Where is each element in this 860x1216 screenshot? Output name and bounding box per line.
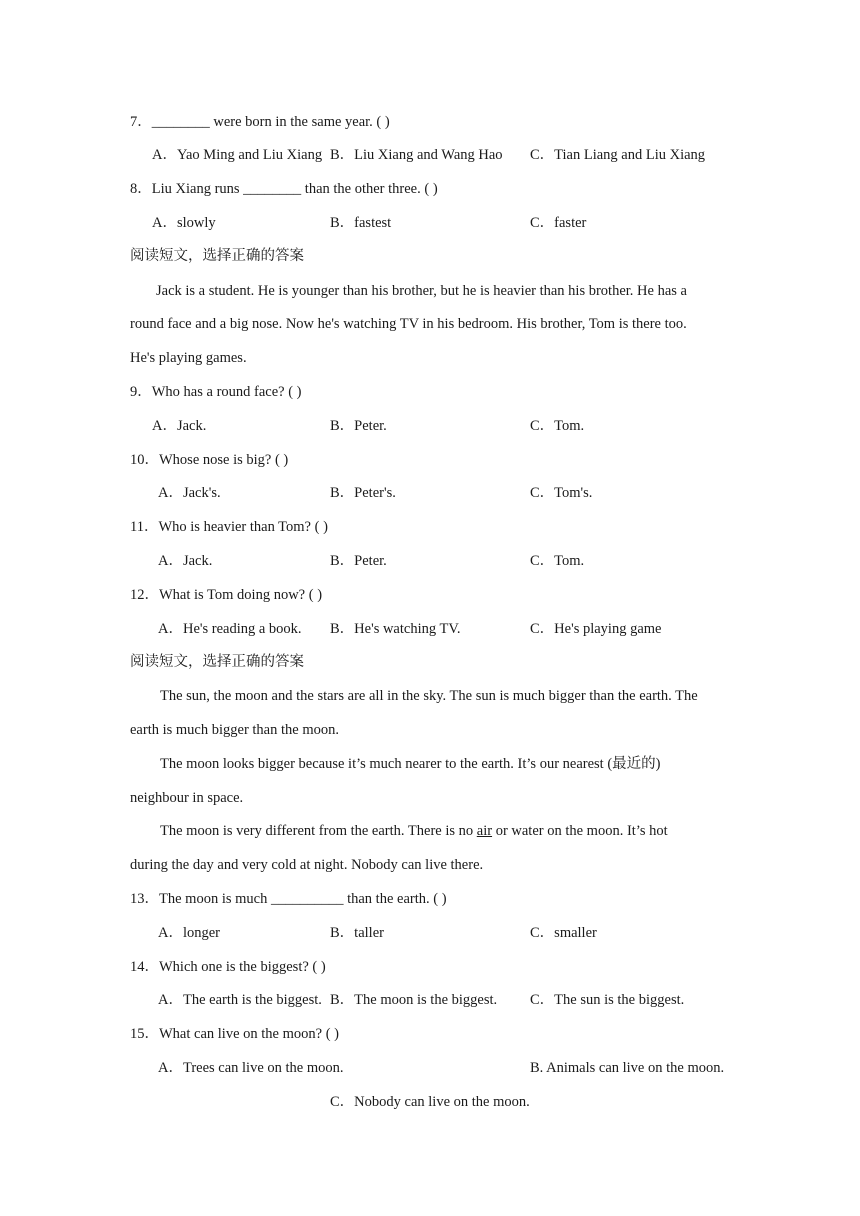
q10-option-a: A．Jack's. [158,485,221,501]
section-3-heading: 阅读短文，选择正确的答案 [130,654,304,670]
passage-2-p3-line-2: during the day and very cold at night. Nobody can live there. [130,857,484,873]
q13-option-b: B．taller [330,925,384,941]
q10-option-c: C．Tom's. [530,485,593,501]
question-11: 11．Who is heavier than Tom? ( ) [130,519,328,535]
q7-option-c: C．Tian Liang and Liu Xiang [530,147,706,163]
q15-option-b: B. Animals can live on the moon. [530,1060,725,1076]
q9-option-b: B．Peter. [330,418,387,434]
q11-option-b: B．Peter. [330,553,387,569]
question-10: 10．Whose nose is big? ( ) [130,452,289,468]
q15-option-c: C．Nobody can live on the moon. [330,1094,530,1110]
question-13: 13．The moon is much __________ than the earth. ( ) [130,891,447,907]
q13-option-c: C．smaller [530,925,597,941]
q14-option-a: A．The earth is the biggest. [158,992,322,1008]
q11-option-a: A．Jack. [158,553,213,569]
question-12: 12．What is Tom doing now? ( ) [130,587,323,603]
q14-option-c: C．The sun is the biggest. [530,992,685,1008]
q10-option-b: B．Peter's. [330,485,396,501]
passage-2-p2-line-2: neighbour in space. [130,790,244,806]
passage-2-p1-line-1: The sun, the moon and the stars are all in the sky. The sun is much bigger than the earth. The [160,688,698,704]
p3-text-before: The moon is very different from the earth. There is no [160,823,477,839]
passage-2-p1-line-2: earth is much bigger than the moon. [130,722,339,738]
question-8: 8．Liu Xiang runs ________ than the other three. ( ) [130,181,438,197]
passage-1-line-2: round face and a big nose. Now he's watching TV in his bedroom. His brother, Tom is there too. [130,316,687,332]
question-15: 15．What can live on the moon? ( ) [130,1026,339,1042]
q12-option-c: C．He's playing game [530,621,662,637]
passage-1-line-1: Jack is a student. He is younger than his brother, but he is heavier than his brother. He has a [156,283,687,299]
q12-option-b: B．He's watching TV. [330,621,461,637]
passage-2-p3-line-1 [160,821,668,841]
question-7: 7．________ were born in the same year. ( ) [130,114,390,130]
q13-option-a: A．longer [158,925,221,941]
q8-option-c: C．faster [530,215,587,231]
q9-option-c: C．Tom. [530,418,585,434]
underlined-word-air: air [476,823,493,839]
passage-1-line-3: He's playing games. [130,350,247,366]
question-9: 9．Who has a round face? ( ) [130,384,302,400]
q14-option-b: B．The moon is the biggest. [330,992,498,1008]
q7-option-a: A．Yao Ming and Liu Xiang [152,147,323,163]
q9-option-a: A．Jack. [152,418,207,434]
section-2-heading: 阅读短文，选择正确的答案 [130,248,304,264]
q15-option-a: A．Trees can live on the moon. [158,1060,344,1076]
passage-2-p2-line-1: The moon looks bigger because it’s much nearer to the earth. It’s our nearest (最近的) [160,756,661,772]
q7-option-b: B．Liu Xiang and Wang Hao [330,147,503,163]
p3-text-after: or water on the moon. It’s hot [492,823,668,839]
q12-option-a: A．He's reading a book. [158,621,302,637]
q8-option-a: A．slowly [152,215,216,231]
q11-option-c: C．Tom. [530,553,585,569]
q8-option-b: B．fastest [330,215,392,231]
question-14: 14．Which one is the biggest? ( ) [130,959,326,975]
